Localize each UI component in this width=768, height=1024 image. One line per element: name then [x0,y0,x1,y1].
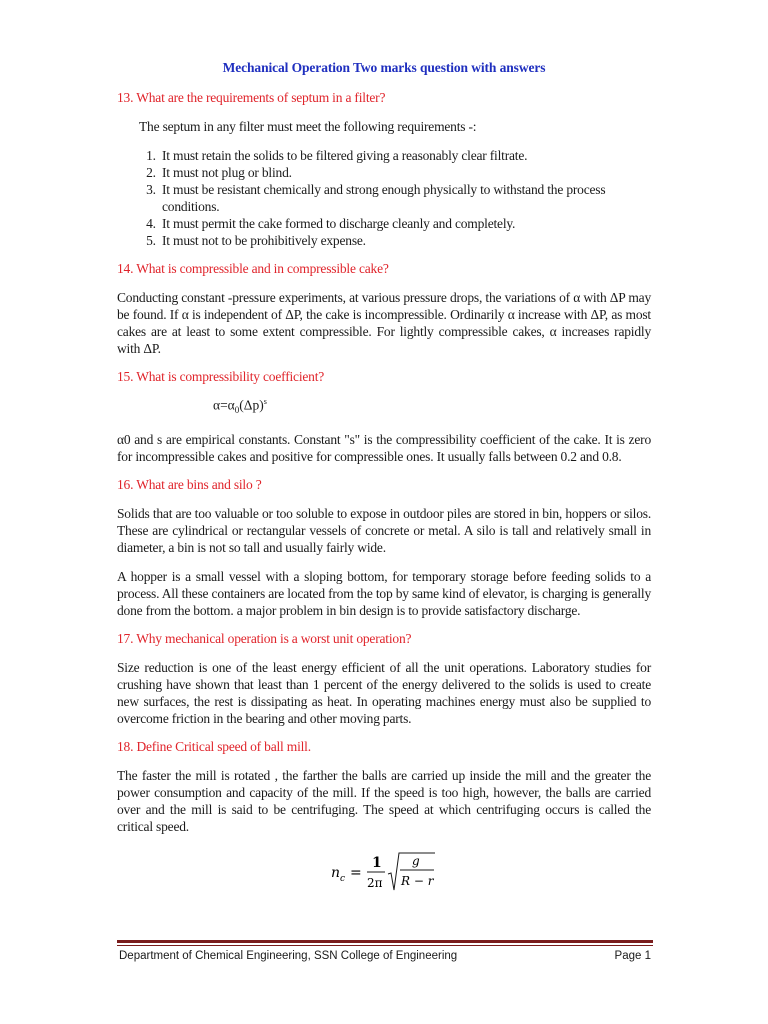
list-item: 4. It must permit the cake formed to discharge cleanly and completely. [159,215,651,232]
footer-page-number: Page 1 [614,950,651,962]
question-14: 14. What is compressible and in compressible cake? [117,261,389,276]
critical-speed-formula-svg [117,847,651,897]
page-title: Mechanical Operation Two marks question with answers [222,60,546,75]
formula-subscript: 0 [234,405,240,416]
formula-denominator: 2π [367,876,383,890]
question-17: 17. Why mechanical operation is a worst unit operation? [117,631,412,646]
answer-16-paragraph-1: Solids that are too valuable or too soluble to expose in outdoor piles are stored in bin, hoppers or silos. These are cylindrical or rectangular vessels of concrete or metal. A silo is tall and relatively small in diameter, a bin is not so tall and usually fairly wide. [117,506,651,555]
critical-speed-formula [117,847,651,897]
compressibility-formula [213,397,651,419]
answer-18: The faster the mill is rotated , the farther the balls are carried up inside the mill and the greater the power consumption and capacity of the mill. If the speed is too high, however, the balls are carried over and the mill is said to be centrifuging. The speed at which centrifuging occurs is called the critical speed. [117,768,651,834]
formula-r-minus-r: R − r [401,874,434,888]
question-13: 13. What are the requirements of septum in a filter? [117,90,386,105]
answer-16-paragraph-2: A hopper is a small vessel with a sloping bottom, for temporary storage before feeding solids to a process. All these containers are located from the top by same kind of elevator, is charging is generally done from the bottom. a major problem in bin design is to provide satisfactory discharge. [117,569,651,618]
question-18: 18. Define Critical speed of ball mill. [117,739,311,754]
answer-17: Size reduction is one of the least energy efficient of all the unit operations. Laboratory studies for crushing have shown that least than 1 percent of the energy delivered to the solids is used to create new surfaces, the rest is dissipating as heat. In operating machines energy must also be supplied to overcome friction in the bearing and other moving parts. [117,660,651,726]
formula-g: g [412,854,420,868]
answer-15: α0 and s are empirical constants. Constant "s" is the compressibility coefficient of the cake. It is zero for incompressible cakes and positive for compressible ones. It usually falls between 0.2 and 0.8. [117,432,651,464]
footer-department: Department of Chemical Engineering, SSN College of Engineering [119,950,458,962]
formula-n: n [331,865,341,881]
document-page [117,60,651,897]
list-item: 2. It must not plug or blind. [159,164,651,181]
footer-divider-thin [117,945,653,946]
formula-lhs: α=α [213,397,235,413]
formula-rest: (Δp) [239,397,264,413]
footer-divider-thick [117,940,653,943]
requirements-list [117,147,651,249]
formula-equals: = [350,865,362,881]
formula-exponent: s [263,397,267,406]
question-15: 15. What is compressibility coefficient? [117,369,325,384]
answer-14: Conducting constant -pressure experiments, at various pressure drops, the variations of α with ΔP may be found. If α is independent of ΔP, the cake is incompressible. Ordinarily α increase with ΔP, as most cakes are at least to some extent compressible. For lightly compressible cakes, α increases rapidly with ΔP. [117,290,651,356]
formula-c: c [340,874,346,884]
list-item: 3. It must be resistant chemically and strong enough physically to withstand the process conditions. [159,181,651,215]
list-item: 1. It must retain the solids to be filtered giving a reasonably clear filtrate. [159,147,651,164]
answer-13-intro: The septum in any filter must meet the following requirements -: [139,119,477,134]
formula-numerator: 1 [372,855,382,871]
question-16: 16. What are bins and silo ? [117,477,262,492]
list-item: 5. It must not to be prohibitively expense. [159,232,651,249]
